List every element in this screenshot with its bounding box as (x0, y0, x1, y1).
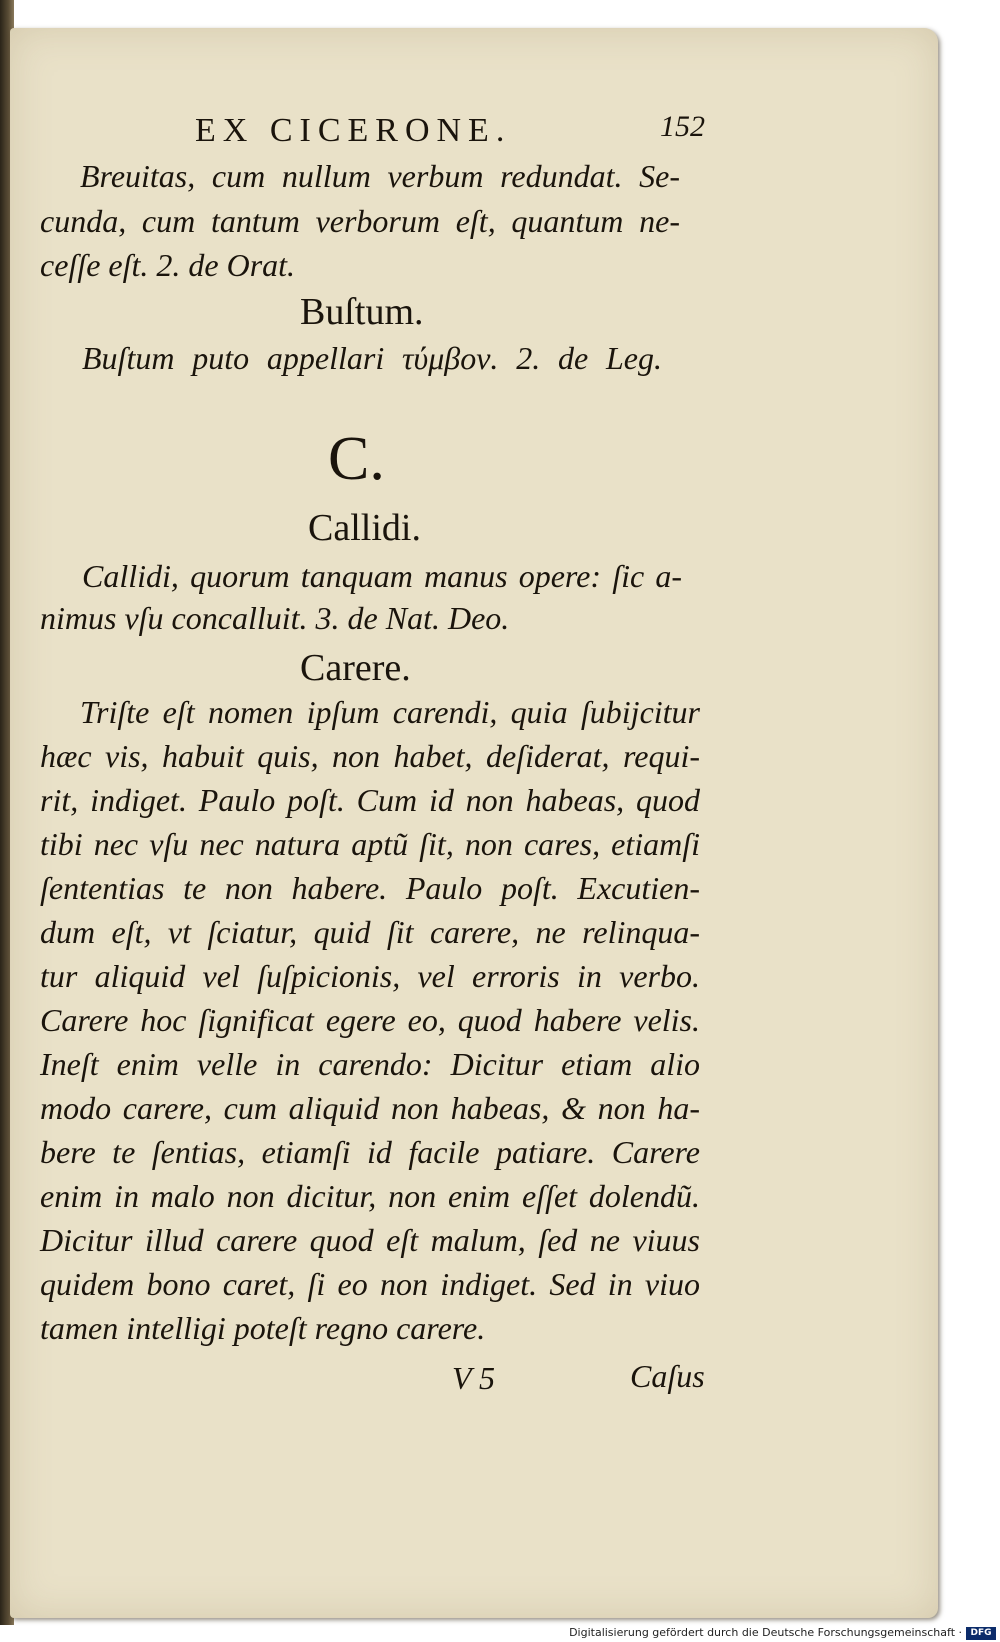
running-title: EX CICERONE. (195, 112, 512, 149)
catchword: Caſus (630, 1358, 705, 1394)
text-line: Triſte eſt nomen ipſum carendi, quia ſubijcitur (80, 694, 700, 730)
entry-heading: Buſtum. (300, 291, 424, 333)
page-number: 152 (660, 110, 705, 143)
text-line: cunda, cum tantum verborum eſt, quantum ne- (40, 203, 680, 239)
text-line: tibi nec vſu nec natura aptũ ſit, non cares, etiamſi (40, 826, 700, 862)
text-line: Ineſt enim velle in carendo: Dicitur etiam alio (40, 1046, 700, 1082)
text-line: enim in malo non dicitur, non enim eſſet dolendũ. (40, 1178, 700, 1214)
text-line: Callidi, quorum tanquam manus opere: ſic a- (82, 558, 682, 594)
text-line: bere te ſentias, etiamſi id facile patiare. Carere (40, 1134, 700, 1170)
section-letter: C. (328, 425, 385, 493)
funding-credit: Digitalisierung gefördert durch die Deutsche Forschungsgemeinschaft · (569, 1626, 962, 1639)
text-line: dum eſt, vt ſciatur, quid ſit carere, ne relinqua- (40, 914, 700, 950)
text-line: hæc vis, habuit quis, non habet, deſiderat, requi- (40, 738, 700, 774)
dfg-logo: DFG (966, 1627, 996, 1640)
text-line: ceſſe eſt. 2. de Orat. (40, 247, 296, 283)
text-line: Carere hoc ſignificat egere eo, quod habere velis. (40, 1002, 700, 1038)
text-line: tur aliquid vel ſuſpicionis, vel erroris in verbo. (40, 958, 700, 994)
text-line: Buſtum puto appellari τύμβον. 2. de Leg. (82, 340, 662, 376)
running-head (0, 112, 1000, 152)
signature-mark: V 5 (452, 1360, 495, 1396)
text-line: Dicitur illud carere quod eſt malum, ſed ne viuus (40, 1222, 700, 1258)
text-line: ſententias te non habere. Paulo poſt. Excutien- (40, 870, 700, 906)
entry-heading: Carere. (300, 647, 411, 689)
text-line: rit, indiget. Paulo poſt. Cum id non habeas, quod (40, 782, 700, 818)
text-line: modo carere, cum aliquid non habeas, & non ha- (40, 1090, 700, 1126)
text-line: tamen intelligi poteſt regno carere. (40, 1310, 486, 1346)
text-line: nimus vſu concalluit. 3. de Nat. Deo. (40, 600, 510, 636)
text-line: Breuitas, cum nullum verbum redundat. Se- (80, 158, 680, 194)
text-line: quidem bono caret, ſi eo non indiget. Sed in viuo (40, 1266, 700, 1302)
entry-heading: Callidi. (308, 507, 421, 549)
